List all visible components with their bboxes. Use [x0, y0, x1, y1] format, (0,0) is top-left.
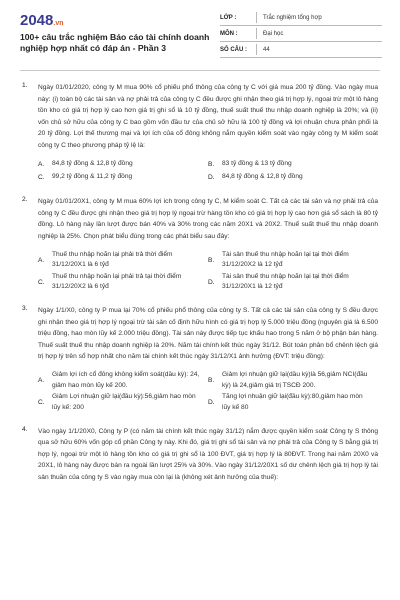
- option-label: B.: [208, 161, 215, 168]
- question-text: Ngày 1/1/X0, công ty P mua lại 70% cổ phiếu phổ thông của công ty S. Tất cả các tài sản của công ty S đều được ghi nhận theo giá trị hợp lý ngoại trừ tài sản cố định hữu hình có giá trị hợp lý 5.000 triệu đồng (nguyên giá là 6.500 triệu đồng, hao mòn lũy kế 2.000 triệu đồng). Tài sản này được tiếp tục khấu hao trong 5 năm ở bộ phận bán hàng. Thuế suất thuế thu nhập doanh nghiệp là 20%. Năm tài chính kết thúc ngày 31/12. Bút toán phân bổ chênh lệch giá trị hợp lý trên sổ hợp nhất cho năm tài chính kết thúc ngày 31/12/X1 ảnh hưởng (ĐVT: triệu đồng):: [38, 307, 378, 360]
- answer-option-a[interactable]: [38, 370, 208, 392]
- option-label: D.: [208, 174, 215, 181]
- logo-text: 2048: [20, 12, 54, 29]
- option-label: C.: [38, 174, 45, 181]
- question-number: 3.: [22, 305, 28, 312]
- meta-row-class: [220, 10, 382, 26]
- document-title: 100+ câu trắc nghiệm Báo cáo tài chính doanh nghiệp hợp nhất có đáp án - Phần 3: [20, 32, 210, 53]
- answer-options: [38, 370, 378, 414]
- option-text: 83 tỷ đồng & 13 tỷ đồng: [222, 160, 292, 168]
- meta-divider: [256, 44, 257, 55]
- logo-suffix: .vn: [53, 20, 64, 27]
- option-text: Thuế thu nhập hoãn lại phải trả thời điểm 31/12/20X1 là 6 tỷđ: [52, 250, 173, 268]
- option-label: C.: [38, 278, 45, 286]
- option-text: 84,8 tỷ đồng & 12,8 tỷ đồng: [222, 173, 303, 181]
- question-text: Vào ngày 1/1/20X0, Công ty P (có năm tài chính kết thúc ngày 31/12) nắm được quyền kiểm soát Công ty S thông qua sở hữu 60% vốn góp cổ phần Công ty này. Khi đó, giá trị ghi sổ tài sản và nợ phải trả của Công ty S bằng giá trị hợp lý, ngoại trừ một lô hàng tồn kho có giá trị ghi sổ là 100 ĐVT, giá trị hợp lý là 80ĐVT. Trong hai năm 20X0 và 20X1, lô hàng này được bán ra ngoài lần lượt 25% và 30%. Vào ngày 31/12/20X1 số dư chênh lệch giá trị hợp lý tài sản thuần của công ty S vào ngày mua còn lại là (không xét ảnh hưởng của thuế):: [38, 427, 378, 481]
- document-header: [0, 0, 400, 72]
- answer-option-d[interactable]: [208, 392, 378, 414]
- option-label: D.: [208, 399, 215, 406]
- answer-options: [38, 158, 378, 184]
- answer-options: [38, 249, 378, 293]
- option-text: Thuế thu nhập hoãn lại phải trả tại thời điểm 31/12/20X2 là 6 tỷđ: [52, 272, 182, 290]
- answer-option-c[interactable]: [38, 271, 208, 293]
- option-text: 99,2 tỷ đồng & 11,2 tỷ đồng: [52, 173, 133, 181]
- answer-option-b[interactable]: [208, 158, 378, 171]
- meta-key: MÔN :: [220, 30, 238, 37]
- option-label: A.: [38, 377, 45, 384]
- option-text: Tài sản thuế thu nhập hoãn lại tại thời điểm 31/12/20X2 là 12 tỷđ: [222, 250, 349, 268]
- answer-option-a[interactable]: [38, 249, 208, 271]
- question-text: Ngày 01/01/2020, công ty M mua 90% cổ phiếu phổ thông của công ty C với giá mua 200 tỷ đồng. Vào ngày mua này: (i) toàn bộ các tài sản và nợ phải trả của công ty C đều được ghi nhận theo giá trị hợp lý, ngoại trừ một lô hàng tồn kho có giá trị hợp lý cao hơn giá trị ghi sổ là 10 tỷ đồng, thuế suất thuế thu nhập doanh nghiệp là 20%; và (ii) vốn chủ sở hữu của công ty C bao gồm vốn đầu tư của chủ sở hữu là 100 tỷ đồng và lợi nhuận chưa phân phối là 20 tỷ đồng. Lợi thế thương mại và lợi ích của cổ đông không nắm quyền kiểm soát vào ngày công ty M kiểm soát công ty C theo phương pháp tỷ lệ là:: [38, 84, 378, 149]
- option-label: A.: [38, 256, 45, 264]
- answer-option-b[interactable]: [208, 249, 378, 271]
- answer-option-a[interactable]: [38, 158, 208, 171]
- option-label: D.: [208, 278, 215, 286]
- meta-key: SỐ CÂU :: [220, 46, 247, 53]
- header-divider: [20, 70, 380, 71]
- answer-option-d[interactable]: [208, 171, 378, 184]
- meta-value: Trắc nghiệm tổng hợp: [263, 14, 322, 21]
- question-text: Ngày 01/01/20X1, công ty M mua 60% lợi ích trong công ty C, M kiểm soát C. Tất cả các tài sản và nợ phải trả của công ty C đều được ghi nhận theo giá trị hợp lý ngoại trừ hàng tồn kho có giá trị hợp lý cao hơn giá sổ sách là 80 tỷ đồng. Lô hàng này lần lượt được bán 40% và 30% trong các năm 20X1 và 20X2. Thuế suất thuế thu nhập doanh nghiệp là 25%. Chọn phát biểu đúng trong các phát biểu sau đây:: [38, 198, 378, 240]
- option-text: Tăng lợi nhuận giữ lại(đầu kỳ):80,giảm hao mòn lũy kế 80: [222, 393, 363, 411]
- question-number: 4.: [22, 425, 28, 433]
- meta-row-question-count: [220, 42, 382, 58]
- answer-option-c[interactable]: [38, 392, 208, 414]
- question-list: [0, 82, 400, 495]
- answer-option-c[interactable]: [38, 171, 208, 184]
- meta-value: 44: [263, 46, 270, 53]
- question-number: 1.: [22, 82, 28, 89]
- question-2: [0, 196, 400, 293]
- option-label: A.: [38, 161, 45, 168]
- question-1: [0, 82, 400, 184]
- meta-value: Đại học: [263, 30, 284, 37]
- meta-divider: [256, 12, 257, 23]
- meta-key: LỚP :: [220, 14, 237, 21]
- answer-option-b[interactable]: [208, 370, 378, 392]
- option-text: Giảm Lợi nhuận giữ lại(đầu kỳ):56,giảm hao mòn lũy kế: 200: [52, 393, 196, 411]
- option-text: Giảm lợi ích cổ đông không kiểm soát(dầu kỳ): 24, giảm hao mòn lũy kế 200.: [52, 371, 200, 389]
- option-text: 84,8 tỷ đồng & 12,8 tỷ đồng: [52, 160, 133, 168]
- document-meta: [220, 10, 382, 58]
- site-logo[interactable]: [20, 12, 64, 29]
- question-number: 2.: [22, 196, 28, 203]
- meta-row-subject: [220, 26, 382, 42]
- option-label: B.: [208, 377, 215, 384]
- option-text: Giảm lợi nhuận giữ lại(dầu kỳ)là 56,giảm NCI(đầu kỳ) là 24,giảm giá trị TSCĐ 200.: [222, 371, 368, 389]
- answer-option-d[interactable]: [208, 271, 378, 293]
- option-text: Tài sản thuế thu nhập hoãn lại tại thời điểm 31/12/20X1 là 12 tỷđ: [222, 272, 349, 290]
- question-3: [0, 305, 400, 414]
- meta-divider: [256, 28, 257, 39]
- option-label: B.: [208, 256, 215, 264]
- question-4: [0, 426, 400, 484]
- option-label: C.: [38, 399, 45, 406]
